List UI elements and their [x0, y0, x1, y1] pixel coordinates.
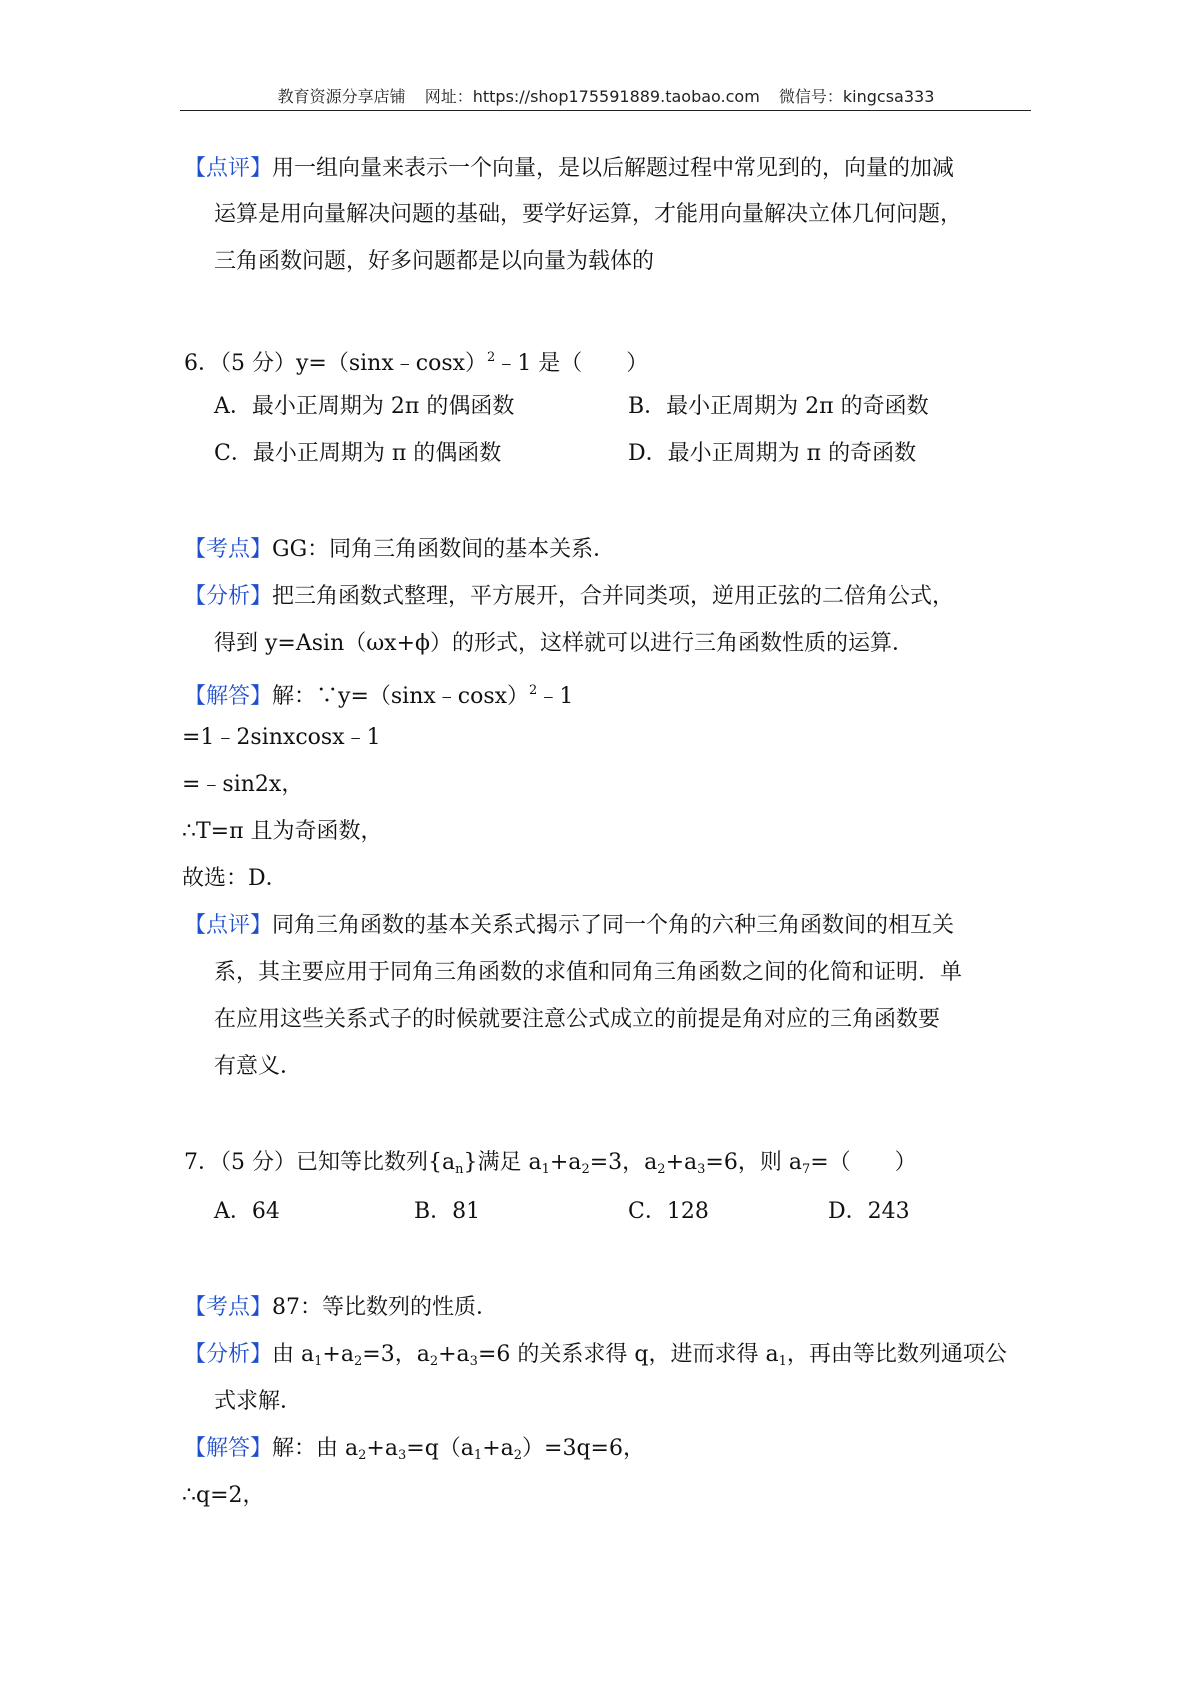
q6-analysis-line1: 【分析】把三角函数式整理，平方展开，合并同类项，逆用正弦的二倍角公式， [184, 584, 955, 609]
q7-answer: 【解答】解：由 $a_2+a_3=q(a_1+a_2)=3q=6$， [184, 1436, 645, 1463]
q6-comment-line1: 【点评】同角三角函数的基本关系式揭示了同一个角的六种三角函数间的相互关 [184, 913, 955, 938]
q6-comment-line4: 有意义． [214, 1054, 303, 1079]
q6-step1: =1﹣2sinxcosx﹣1 [182, 725, 381, 750]
q6-comment-line2: 系，其主要应用于同角三角函数的求值和同角三角函数之间的化简和证明．单 [214, 960, 963, 985]
q5-comment-line3: 三角函数问题，好多问题都是以向量为载体的 [214, 249, 655, 274]
q6-analysis-line2: 得到 y=Asin（ωx+ϕ）的形式，这样就可以进行三角函数性质的运算． [214, 631, 915, 656]
q5-comment-line2: 运算是用向量解决问题的基础，要学好运算，才能用向量解决立体几何问题， [214, 202, 963, 227]
q7-analysis-line2: 式求解． [214, 1389, 303, 1414]
header-shop: 教育资源分享店铺 [277, 87, 406, 106]
q6-option-d: D．最小正周期为 π 的奇函数 [628, 441, 917, 466]
q7-step1: ∴q=2， [182, 1483, 265, 1508]
q6-option-b: B．最小正周期为 2π 的奇函数 [628, 394, 929, 419]
q6-option-c: C．最小正周期为 π 的偶函数 [214, 441, 502, 466]
comment-tag: 【点评】 [184, 156, 273, 181]
q5-comment-line1: 【点评】用一组向量来表示一个向量，是以后解题过程中常见到的，向量的加减 [184, 156, 955, 181]
header-site [425, 87, 760, 106]
header-divider [180, 110, 1031, 111]
header-wechat: 微信号：kingcsa333 [778, 87, 935, 106]
q7-option-a: A．64 [214, 1199, 280, 1224]
q7-analysis-line1: 【分析】由 $a_1+a_2=3$，$a_2+a_3=6$ 的关系求得 q，进而求得 $a_1$，再由等比数列通项公 [184, 1342, 1007, 1369]
q7-point: 【考点】87：等比数列的性质． [184, 1295, 499, 1320]
q6-answer: 【解答】解：∵y=（sinx﹣cosx）$^2$﹣1 [184, 683, 574, 709]
q6-step3: ∴T=π 且为奇函数， [182, 819, 383, 844]
q6-point: 【考点】GG：同角三角函数间的基本关系． [184, 537, 616, 562]
q6-stem: 6．（5 分）y=（sinx﹣cosx）$^2$﹣1 是（ ） [184, 350, 649, 376]
q7-option-d: D．243 [828, 1199, 910, 1224]
q7-option-b: B．81 [414, 1199, 481, 1224]
header-site-url[interactable]: https://shop175591889.taobao.com [472, 87, 760, 106]
q6-step2: =﹣sin2x， [182, 772, 304, 797]
q6-option-a: A．最小正周期为 2π 的偶函数 [214, 394, 515, 419]
q6-step4: 故选：D． [182, 866, 288, 891]
q6-comment-line3: 在应用这些关系式子的时候就要注意公式成立的前提是角对应的三角函数要 [214, 1007, 941, 1032]
q7-option-c: C．128 [628, 1199, 709, 1224]
header-site-label: 网址： [424, 87, 473, 106]
q7-stem: 7．（5 分）已知等比数列$\{a_n\}$满足 $a_1+a_2=3$，$a_2+a_3=6$，则 $a_7=$（ ） [184, 1150, 917, 1177]
page-header [182, 84, 1030, 107]
